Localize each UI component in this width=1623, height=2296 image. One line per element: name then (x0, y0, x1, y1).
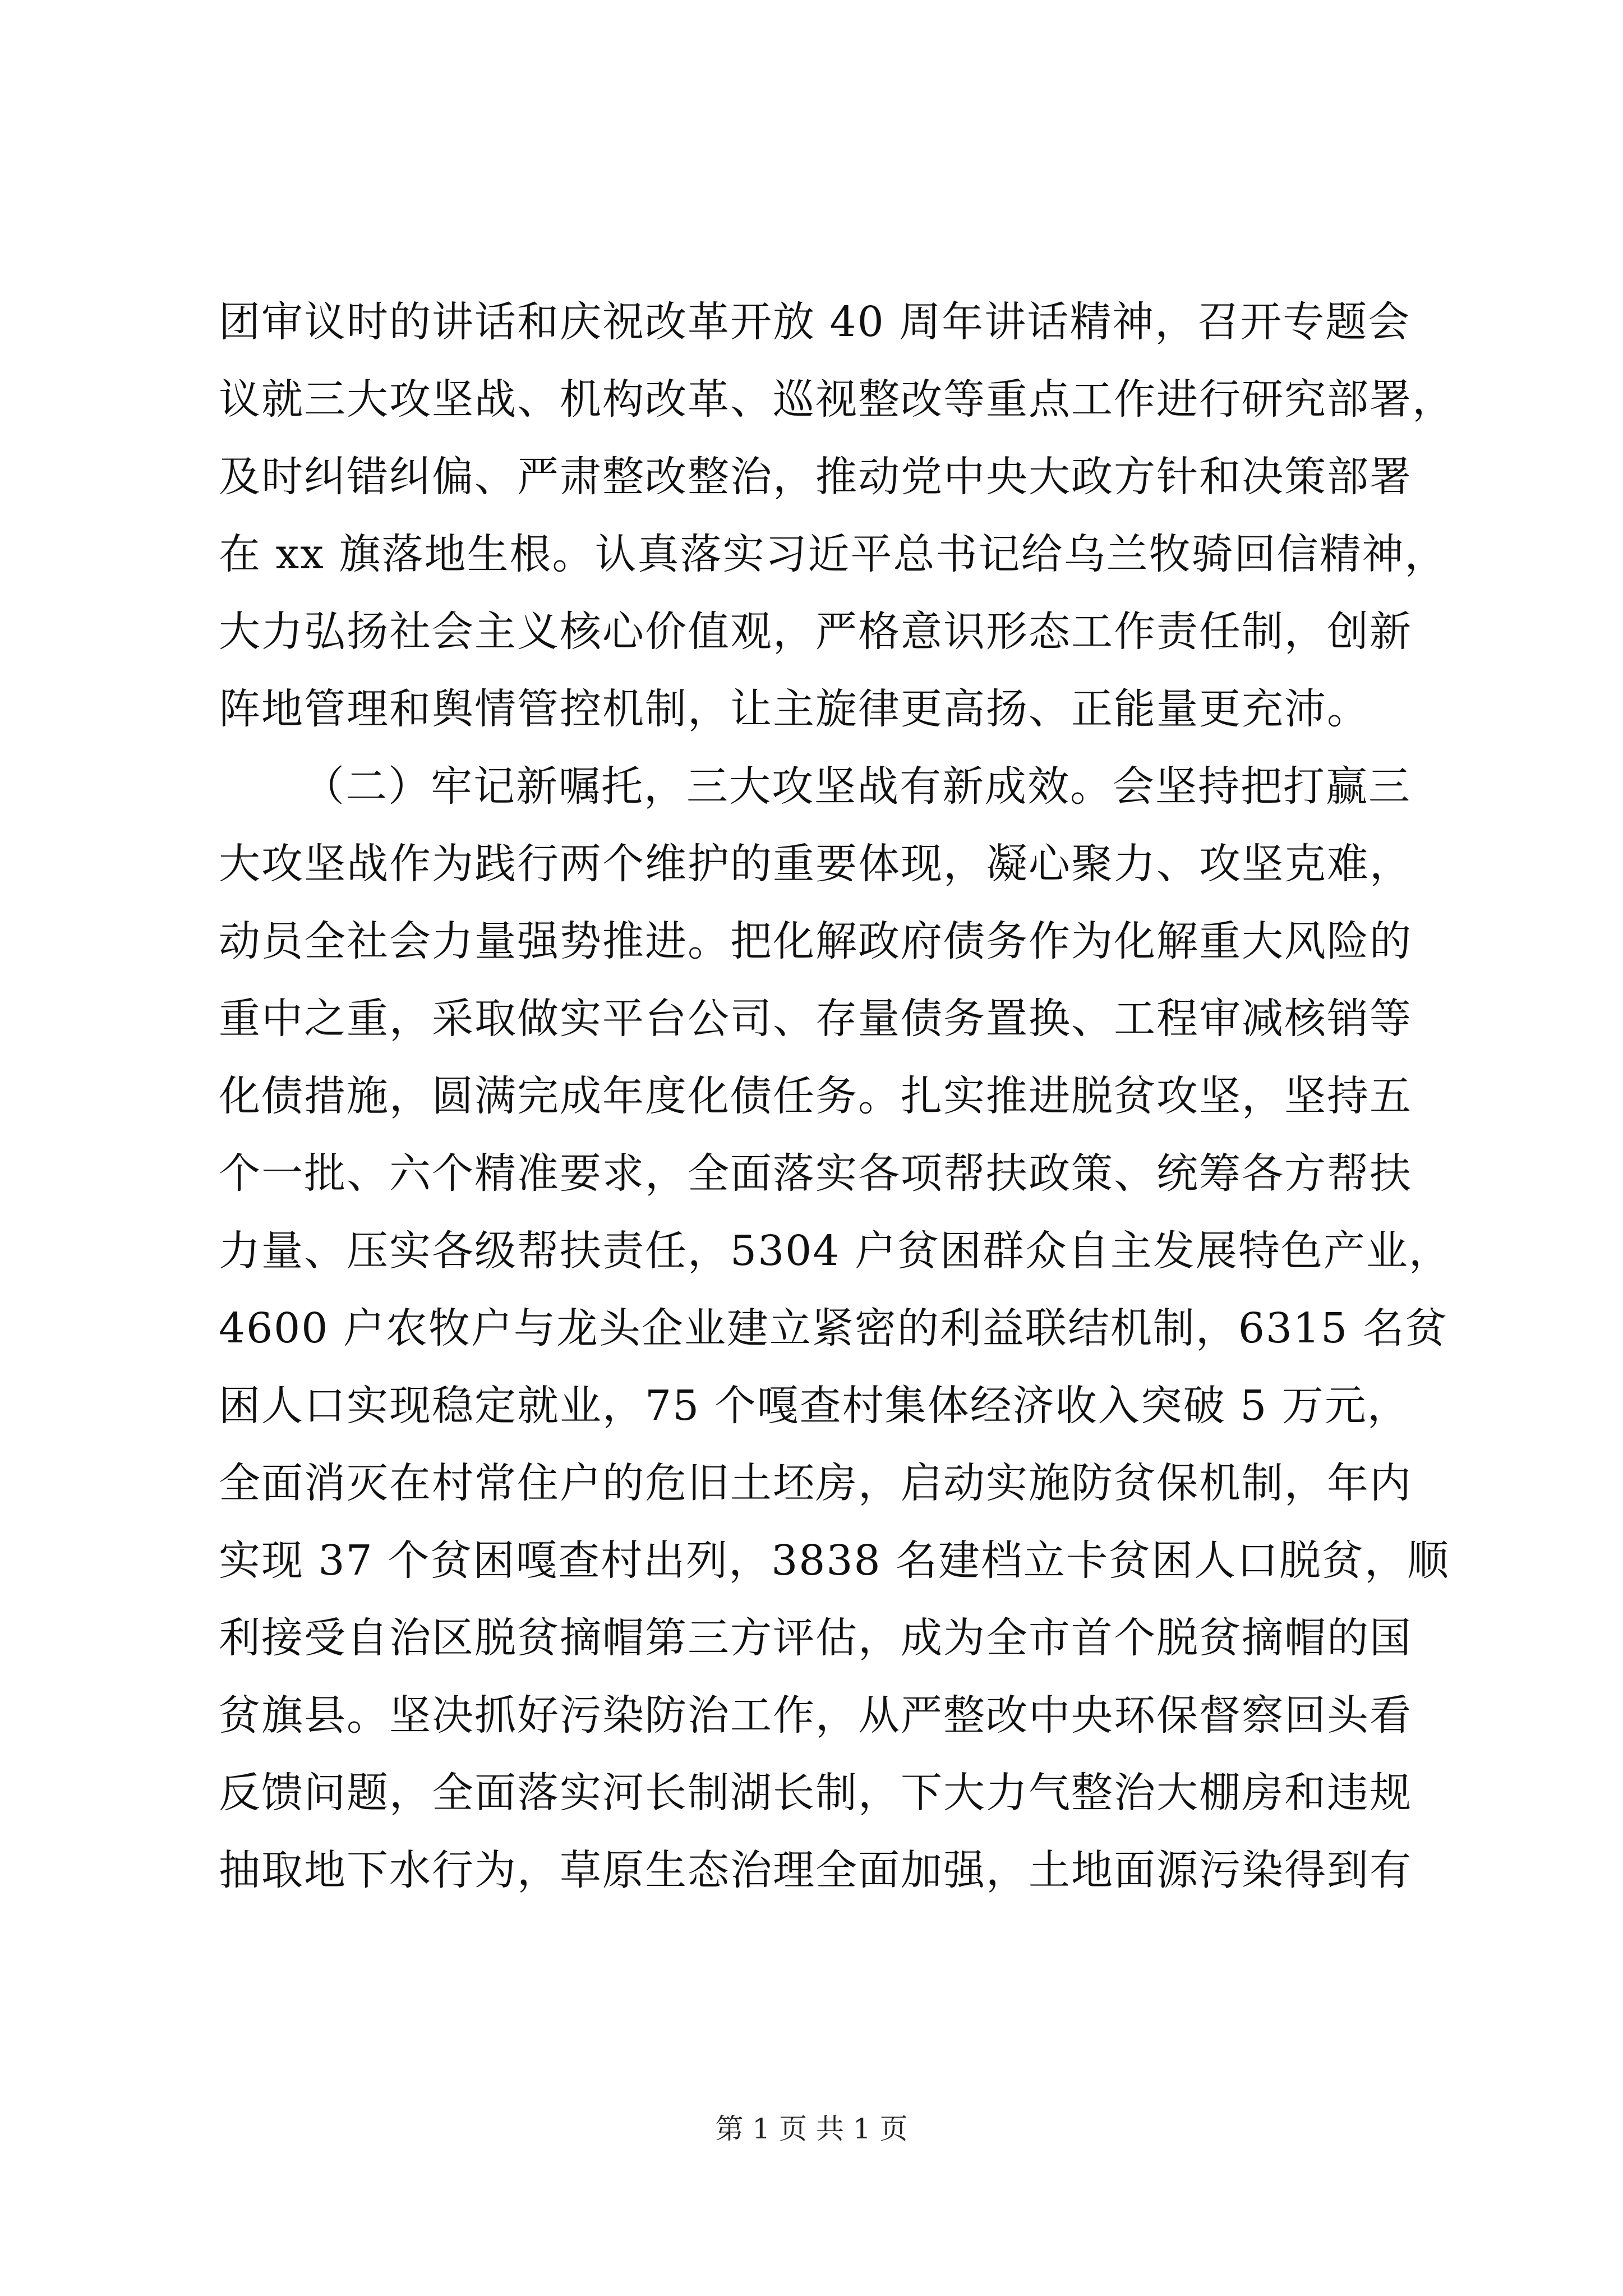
text-line: 在 xx 旗落地生根。认真落实习近平总书记给乌兰牧骑回信精神， (219, 530, 1447, 578)
text-line: 重中之重，采取做实平台公司、存量债务置换、工程审减核销等 (219, 995, 1412, 1043)
text-line: 化债措施，圆满完成年度化债任务。扎实推进脱贫攻坚，坚持五 (219, 1072, 1412, 1120)
text-line: 大攻坚战作为践行两个维护的重要体现，凝心聚力、攻坚克难， (219, 840, 1412, 888)
text-line: 反馈问题，全面落实河长制湖长制，下大力气整治大棚房和违规 (219, 1769, 1412, 1817)
page-number-label: 第 1 页 共 1 页 (715, 2113, 908, 2145)
text-line: 大力弘扬社会主义核心价值观，严格意识形态工作责任制，创新 (219, 608, 1412, 656)
text-line: 及时纠错纠偏、严肃整改整治，推动党中央大政方针和决策部署 (219, 453, 1412, 501)
text-line: 议就三大攻坚战、机构改革、巡视整改等重点工作进行研究部署， (219, 375, 1455, 424)
text-line: 抽取地下水行为，草原生态治理全面加强，土地面源污染得到有 (219, 1846, 1412, 1894)
text-line: 4600 户农牧户与龙头企业建立紧密的利益联结机制，6315 名贫 (219, 1304, 1448, 1352)
text-line: 个一批、六个精准要求，全面落实各项帮扶政策、统筹各方帮扶 (219, 1149, 1412, 1198)
text-line: 力量、压实各级帮扶责任，5304 户贫困群众自主发展特色产业， (219, 1227, 1451, 1275)
text-line: 困人口实现稳定就业，75 个嘎查村集体经济收入突破 5 万元， (219, 1382, 1410, 1430)
paragraph-start-line: （二）牢记新嘱托，三大攻坚战有新成效。会坚持把打赢三 (303, 762, 1411, 811)
page-footer (0, 2109, 1623, 2148)
text-line: 动员全社会力量强势推进。把化解政府债务作为化解重大风险的 (219, 917, 1412, 965)
text-line: 利接受自治区脱贫摘帽第三方评估，成为全市首个脱贫摘帽的国 (219, 1614, 1412, 1662)
text-line: 全面消灭在村常住户的危旧土坯房，启动实施防贫保机制，年内 (219, 1459, 1412, 1507)
text-line: 贫旗县。坚决抓好污染防治工作，从严整改中央环保督察回头看 (219, 1691, 1412, 1740)
text-line: 阵地管理和舆情管控机制，让主旋律更高扬、正能量更充沛。 (219, 685, 1370, 733)
body-text (219, 283, 1455, 1909)
text-line: 团审议时的讲话和庆祝改革开放 40 周年讲话精神，召开专题会 (219, 298, 1411, 346)
text-line: 实现 37 个贫困嘎查村出列，3838 名建档立卡贫困人口脱贫，顺 (219, 1536, 1450, 1585)
